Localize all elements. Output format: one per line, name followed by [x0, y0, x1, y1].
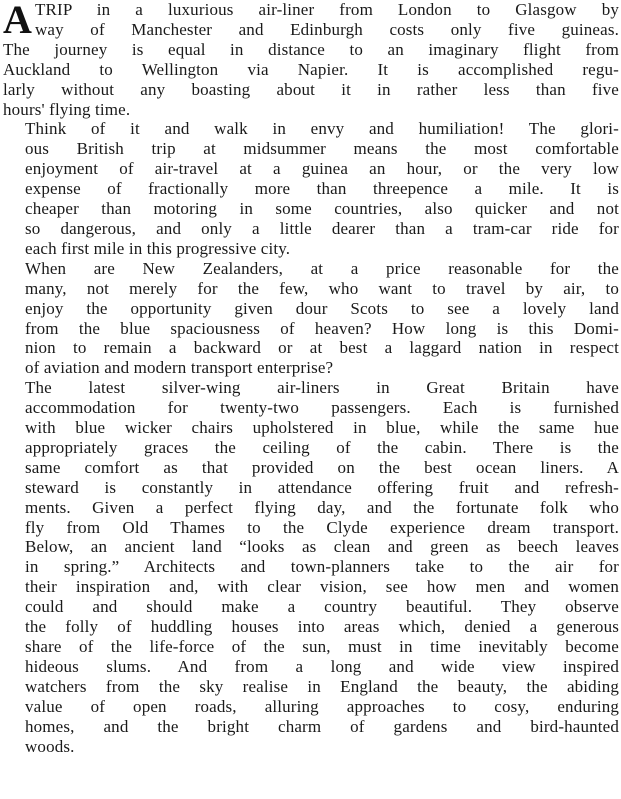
text-line: cheaper than motoring in some countries, also quicker and not — [25, 199, 619, 219]
text-line: in spring.” Architects and town-planners take to the air for — [25, 557, 619, 577]
text-line: share of the life-force of the sun, must in time inevitably become — [25, 637, 619, 656]
text-line: same comfort as that provided on the best ocean liners. A — [25, 457, 619, 477]
paragraph-3 — [3, 259, 619, 378]
text-line: of aviation and modern transport enterprise? — [25, 358, 334, 378]
text-line: homes, and the bright charm of gardens and bird-haunted — [25, 716, 619, 736]
text-line: enjoy the opportunity given dour Scots to see a lovely land — [25, 298, 619, 318]
text-line: so dangerous, and only a little dearer than a tram-car ride for — [25, 218, 619, 238]
text-line: appropriately graces the ceiling of the cabin. There is the — [25, 437, 619, 457]
text-line: accommodation for twenty-two passengers. Each is furnished — [25, 398, 619, 418]
text-line: enjoyment of air-travel at a guinea an hour, or the very low — [25, 159, 619, 179]
text-line: The latest silver-wing air-liners in Great Britain have — [25, 378, 619, 398]
article-body — [3, 0, 619, 756]
text-line: Below, an ancient land “looks as clean and green as beech leaves — [25, 537, 619, 557]
text-line: The journey is equal in distance to an imaginary flight from — [3, 39, 619, 59]
text-line: watchers from the sky realise in England the beauty, the abiding — [25, 676, 619, 696]
paragraph-2 — [3, 119, 619, 258]
text-line: woods. — [25, 736, 75, 756]
text-line: When are New Zealanders, at a price reasonable for the — [25, 258, 619, 278]
paragraph-1 — [3, 0, 619, 119]
text-line: fly from Old Thames to the Clyde experience dream transport. — [25, 517, 619, 537]
text-line: the folly of huddling houses into areas which, denied a generous — [25, 617, 619, 637]
text-line: Auckland to Wellington via Napier. It is accomplished regu- — [3, 59, 619, 79]
text-line: many, not merely for the few, who want to travel by air, to — [25, 278, 619, 298]
text-line: could and should make a country beautiful. They observe — [25, 597, 619, 617]
paragraph-4 — [3, 378, 619, 756]
text-line: value of open roads, alluring approaches to cosy, enduring — [25, 696, 619, 716]
text-line: ments. Given a perfect flying day, and the fortunate folk who — [25, 497, 619, 517]
text-line: TRIP in a luxurious air-liner from London to Glasgow by — [35, 0, 619, 19]
text-line: expense of fractionally more than threepence a mile. It is — [25, 179, 619, 199]
text-line: hideous slums. And from a long and wide view inspired — [25, 656, 619, 676]
text-line: hours' flying time. — [3, 99, 131, 119]
text-line: each first mile in this progressive city. — [25, 238, 291, 258]
text-line: steward is constantly in attendance offering fruit and refresh- — [25, 477, 619, 497]
drop-cap: A — [3, 0, 32, 42]
paragraph-1-wrapper — [3, 0, 619, 119]
text-line: nion to remain a backward or at best a laggard nation in respect — [25, 338, 619, 358]
text-line: way of Manchester and Edinburgh costs only five guineas. — [35, 19, 619, 39]
text-line: from the blue spaciousness of heaven? How long is this Domi- — [25, 318, 619, 338]
text-line: ous British trip at midsummer means the most comfortable — [25, 139, 619, 159]
text-line: with blue wicker chairs upholstered in blue, while the same hue — [25, 418, 619, 438]
text-line: larly without any boasting about it in rather less than five — [3, 79, 619, 99]
text-line: their inspiration and, with clear vision, see how men and women — [25, 577, 619, 597]
text-line: Think of it and walk in envy and humiliation! The glori- — [25, 119, 619, 139]
